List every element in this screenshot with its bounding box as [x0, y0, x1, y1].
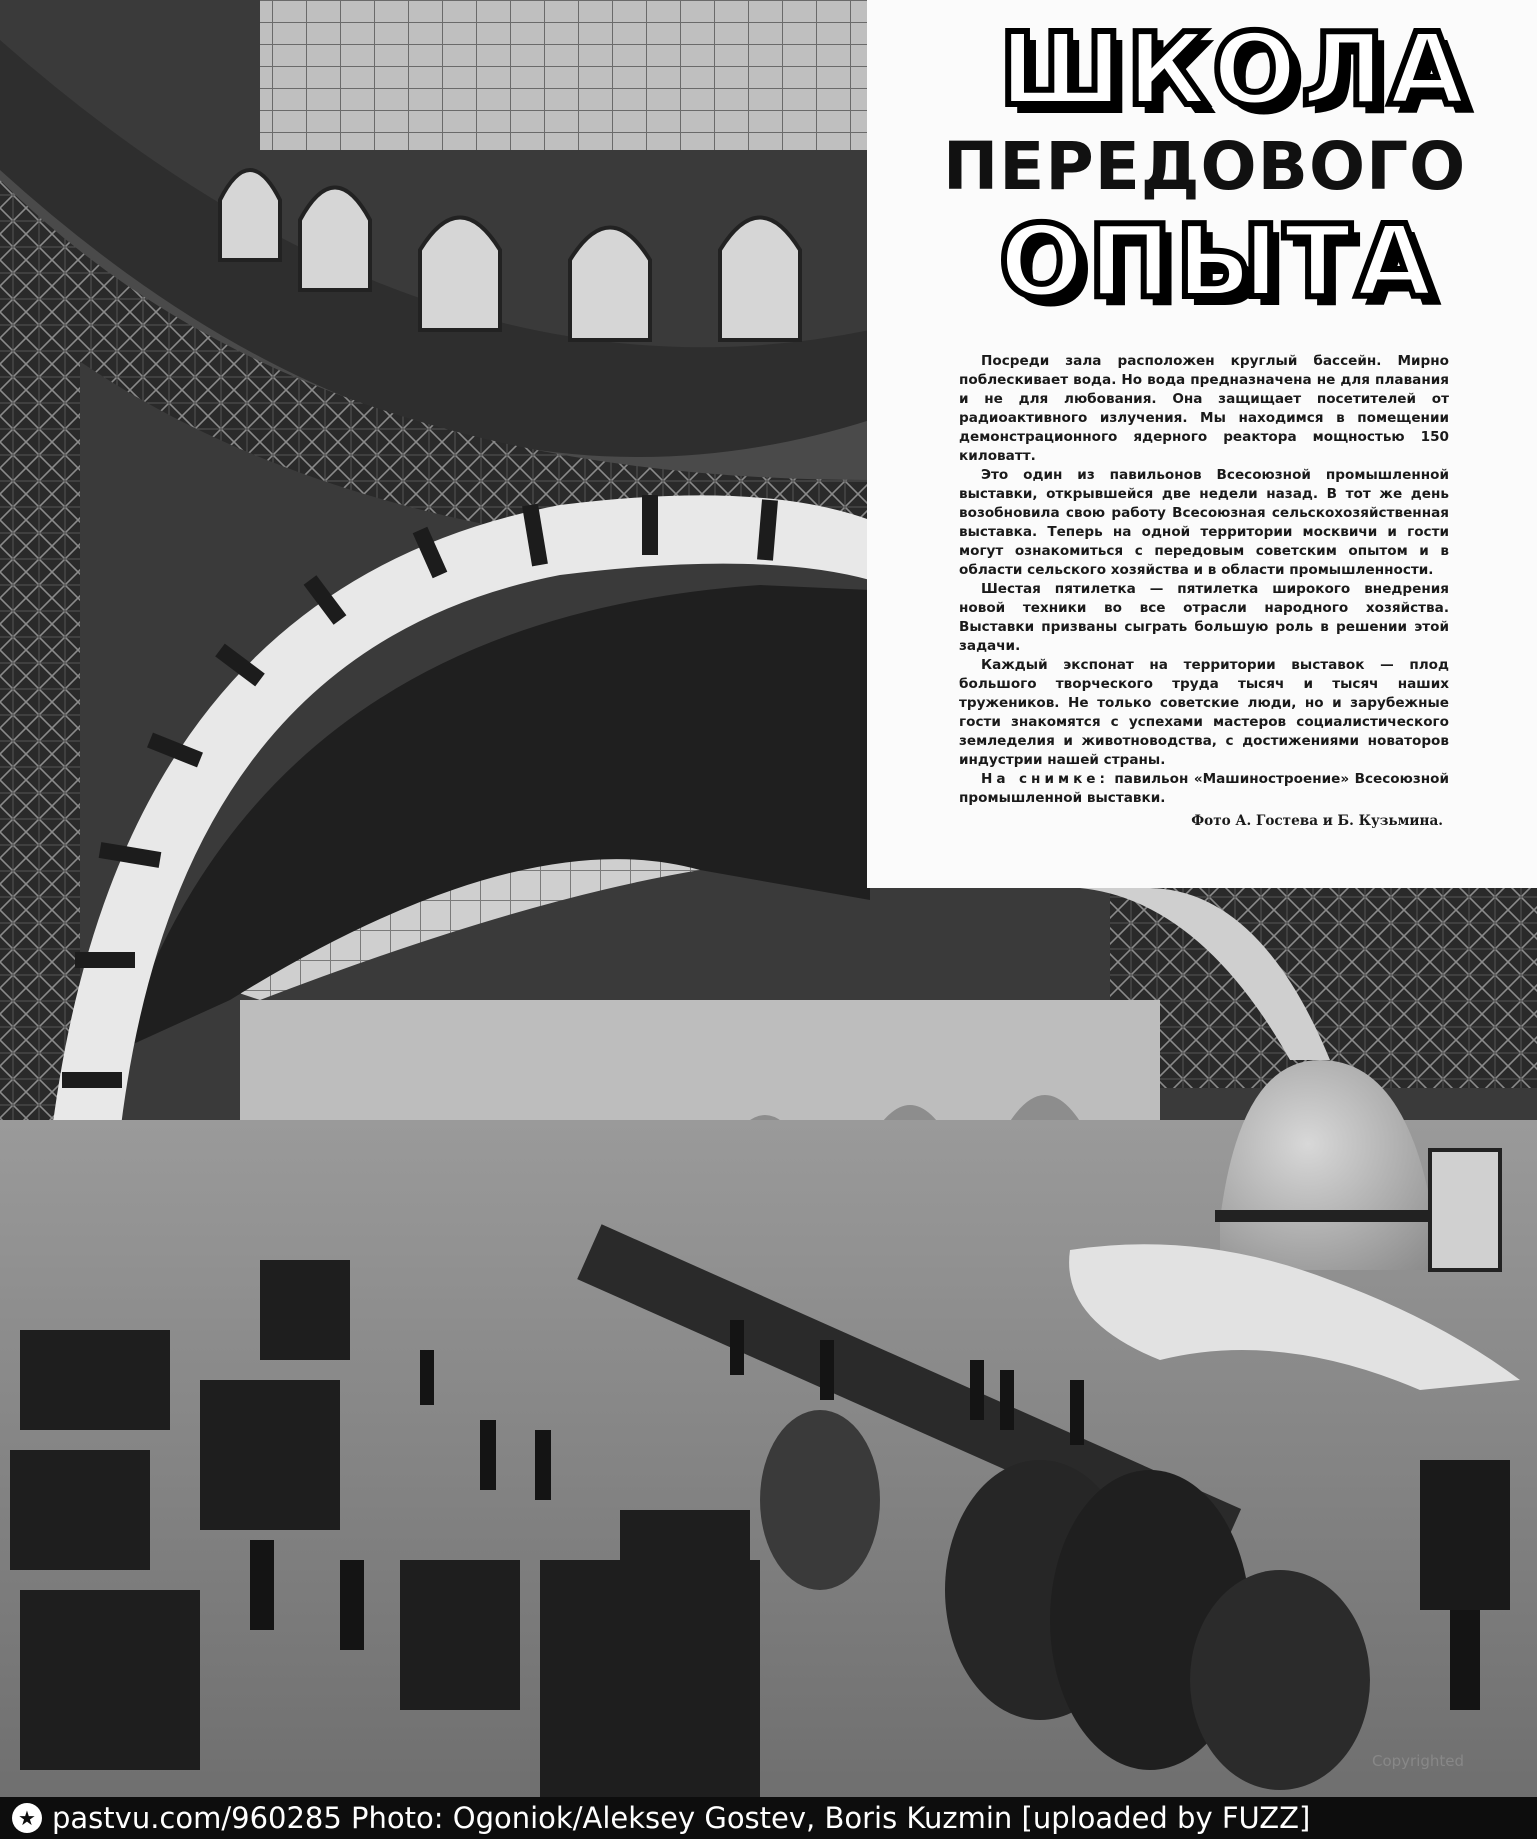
caption-text: павильон «Машиностроение» Всесоюзной промышленной выставки.: [959, 771, 1449, 806]
source-attribution[interactable]: pastvu.com/960285 Photo: Ogoniok/Aleksey Gostev, Boris Kuzmin [uploaded by FUZZ]: [52, 1801, 1311, 1835]
dome-glass: [260, 0, 870, 150]
article-paragraph: Посреди зала расположен круглый бассейн. Мирно поблескивает вода. Но вода предназначена не для плавания и не для любования. Она защищает посетителей от радиоактивного излучения. Мы находимся в помещении демонстрационного ядерного реактора мощностью 150 киловатт.: [959, 353, 1449, 464]
cone-band: [1215, 1210, 1445, 1222]
headline-line-3: ОПЫТА: [999, 203, 1437, 320]
article-paragraph: Каждый экспонат на территории выставок — плод большого творческого труда тысяч и тысяч наших тружеников. Не только советские люди, но и зарубежные гости знакомятся с успехами мастеров социалистического земледелия и животноводства, с достижениями новаторов индустрии нашей страны.: [959, 657, 1449, 768]
caption-label: На снимке:: [981, 771, 1109, 787]
source-footer: [0, 1797, 1537, 1839]
right-booth: [1420, 1460, 1510, 1610]
photo-caption: [959, 770, 1449, 808]
copyright-watermark: Copyrighted: [1372, 1752, 1465, 1770]
photo-credit: Фото А. Гостева и Б. Кузьмина.: [1191, 813, 1443, 829]
headline-line-1: ШКОЛА: [999, 11, 1470, 128]
star-icon: ★: [12, 1803, 42, 1833]
article-body: [959, 352, 1449, 831]
right-wall-panel: [1430, 1150, 1500, 1270]
headline-line-2: ПЕРЕДОВОГО: [943, 128, 1467, 205]
article-panel: [867, 0, 1537, 888]
article-paragraph: Шестая пятилетка — пятилетка широкого внедрения новой техники во все отрасли народного хозяйства. Выставки призваны сыграть большую роль в решении этой задачи.: [959, 581, 1449, 654]
article-paragraph: Это один из павильонов Всесоюзной промышленной выставки, открывшейся две недели назад. В тот же день возобновила свою работу Всесоюзная сельскохозяйственная выставка. Теперь на одной территории москвичи и гости могут ознакомиться с передовым советским опытом и в области сельского хозяйства и в области промышленности.: [959, 467, 1449, 578]
